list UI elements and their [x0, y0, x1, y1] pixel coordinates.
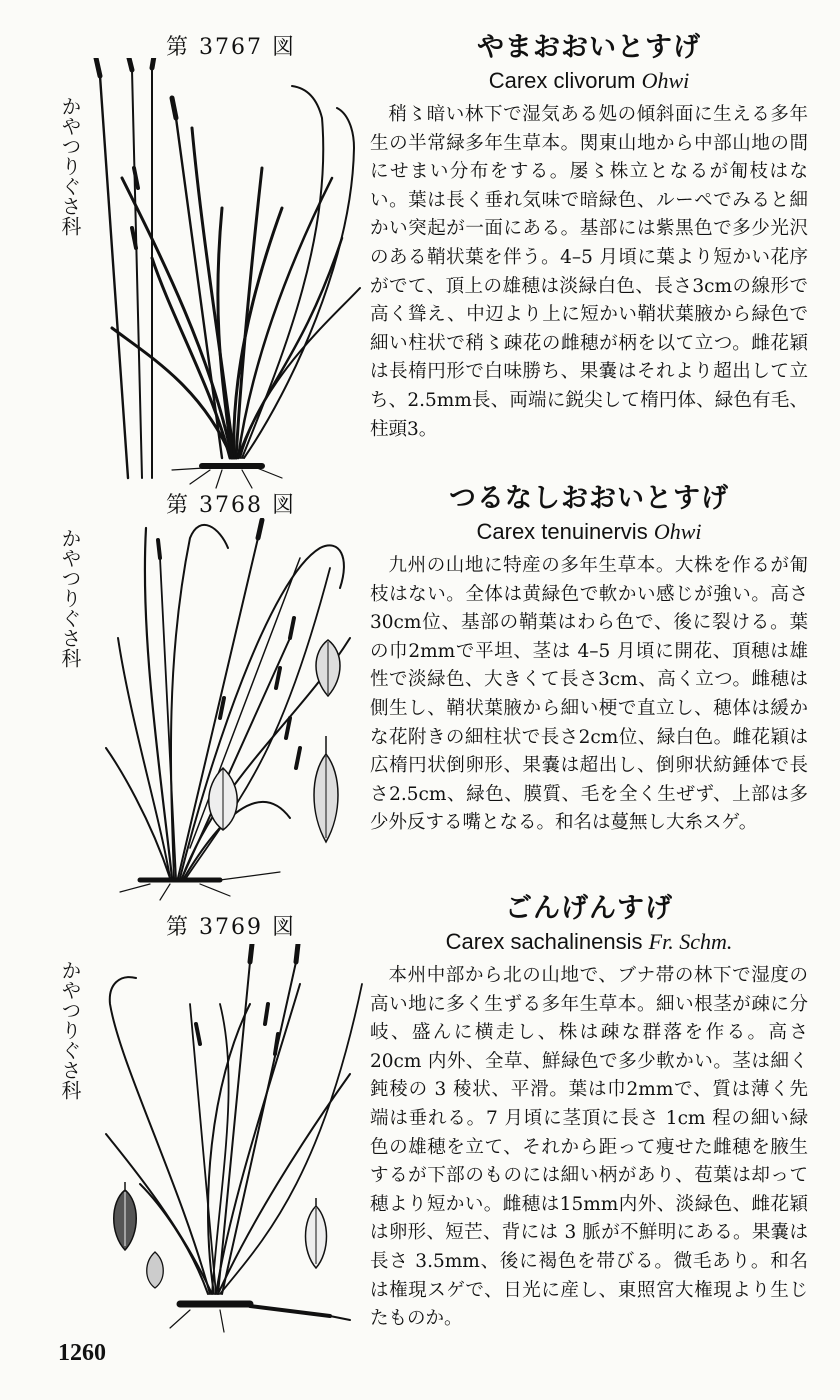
author-name: Fr. Schm. — [648, 929, 733, 954]
japanese-name: つるなしおおいとすげ — [449, 483, 729, 514]
scientific-name — [370, 926, 808, 958]
family-label: かやつりぐさ科 — [58, 960, 82, 1100]
family-label: かやつりぐさ科 — [58, 528, 82, 668]
figure-label-3767: 第 3767 図 — [166, 35, 296, 60]
figure-label-3768: 第 3768 図 — [166, 493, 296, 518]
plant-illustration-tenuinervis — [100, 518, 372, 902]
figure-label-3769: 第 3769 図 — [166, 915, 296, 940]
description: 本州中部から北の山地で、ブナ帯の林下で湿度の高い地に多く生ずる多年生草本。細い根茎が疎に分岐、盛んに横走し、株は疎な群落を作る。高さ 20cm 内外、全草、鮮緑色で多少軟かい。茎は細く鈍稜の 3 稜状、平滑。葉は巾2mmで、質は薄く先端は垂れる。7 月頃に茎頂に長さ 1cm 程の細い緑色の雄穂を立て、それから距って痩せた雌穂を腋生するが下部のものには細い柄があり、苞葉は却って穂より短かい。雌穂は15mm内外、淡緑色、雌花穎は卵形、短芒、背には 3 脈が不鮮明にある。果嚢は長さ 3.5mm、後に褐色を帯びる。微毛あり。和名は権現スゲで、日光に産し、東照宮大権現より生じたものか。 — [370, 965, 808, 1330]
japanese-name: やまおおいとすげ — [477, 32, 701, 63]
scientific-binomial: Carex clivorum — [488, 68, 636, 93]
page-number: 1260 — [58, 1340, 106, 1366]
perigynium-detail — [108, 1180, 142, 1252]
description: 稍〻暗い林下で湿気ある処の傾斜面に生える多年生の半常緑多年生草本。関東山地から中部山地の間にせまい分布をする。屡〻株立となるが匍枝はない。葉は長く垂れ気味で暗緑色、ルーペでみると細かい突起が一面にある。基部には紫黒色で多少光沢のある鞘状葉を伴う。4–5 月頃に葉より短かい花序がでて、頂上の雄穂は淡緑白色、長さ3cmの線形で高く聳え、中辺より上に短かい鞘状葉腋から緑色で細い柱状で稍〻疎花の雌穂が柄を以て立つ。雌花穎は長楕円形で白味勝ち、果嚢はそれより超出して立ち、2.5mm長、両端に鋭尖して楕円体、緑色有毛、柱頭3。 — [370, 104, 808, 440]
scientific-name — [370, 516, 808, 548]
author-name: Ohwi — [653, 519, 702, 544]
plant-illustration-clivorum — [92, 58, 364, 490]
scientific-binomial: Carex sachalinensis — [445, 929, 643, 954]
japanese-name: ごんげんすげ — [505, 893, 673, 924]
family-label: かやつりぐさ科 — [58, 96, 82, 236]
glume-detail — [142, 1250, 168, 1290]
author-name: Ohwi — [641, 68, 690, 93]
plant-illustration-sachalinensis — [100, 944, 370, 1334]
perigynium-detail — [308, 638, 348, 698]
species-entry-tenuinervis — [370, 482, 808, 838]
perigynium-detail — [300, 1196, 332, 1270]
description: 九州の山地に特産の多年生草本。大株を作るが匍枝はない。全体は黄緑色で軟かい感じが強い。高さ30cm位、基部の鞘葉はわら色で、後に裂ける。葉の巾2mmで平坦、茎は 4–5 月頃に開花、頂穂は雄性で淡緑色、大きくて長さ3cm、高く立つ。雌穂は側生し、鞘状葉腋から細い梗で直立し、穂体は緩かな花附きの細柱状で長さ2cm位、緑白色。雌花穎は広楕円状倒卵形、果嚢は超出し、倒卵状紡錘体で長さ2.5cm、緑色、膜質、毛を全く生ぜず、上部は多少外反する嘴となる。和名は蔓無し大糸スゲ。 — [370, 555, 808, 834]
perigynium-detail — [308, 734, 344, 844]
glume-detail — [200, 766, 246, 832]
scientific-name — [370, 65, 808, 97]
species-entry-clivorum — [370, 31, 808, 444]
species-entry-sachalinensis — [370, 892, 808, 1334]
scientific-binomial: Carex tenuinervis — [476, 519, 648, 544]
